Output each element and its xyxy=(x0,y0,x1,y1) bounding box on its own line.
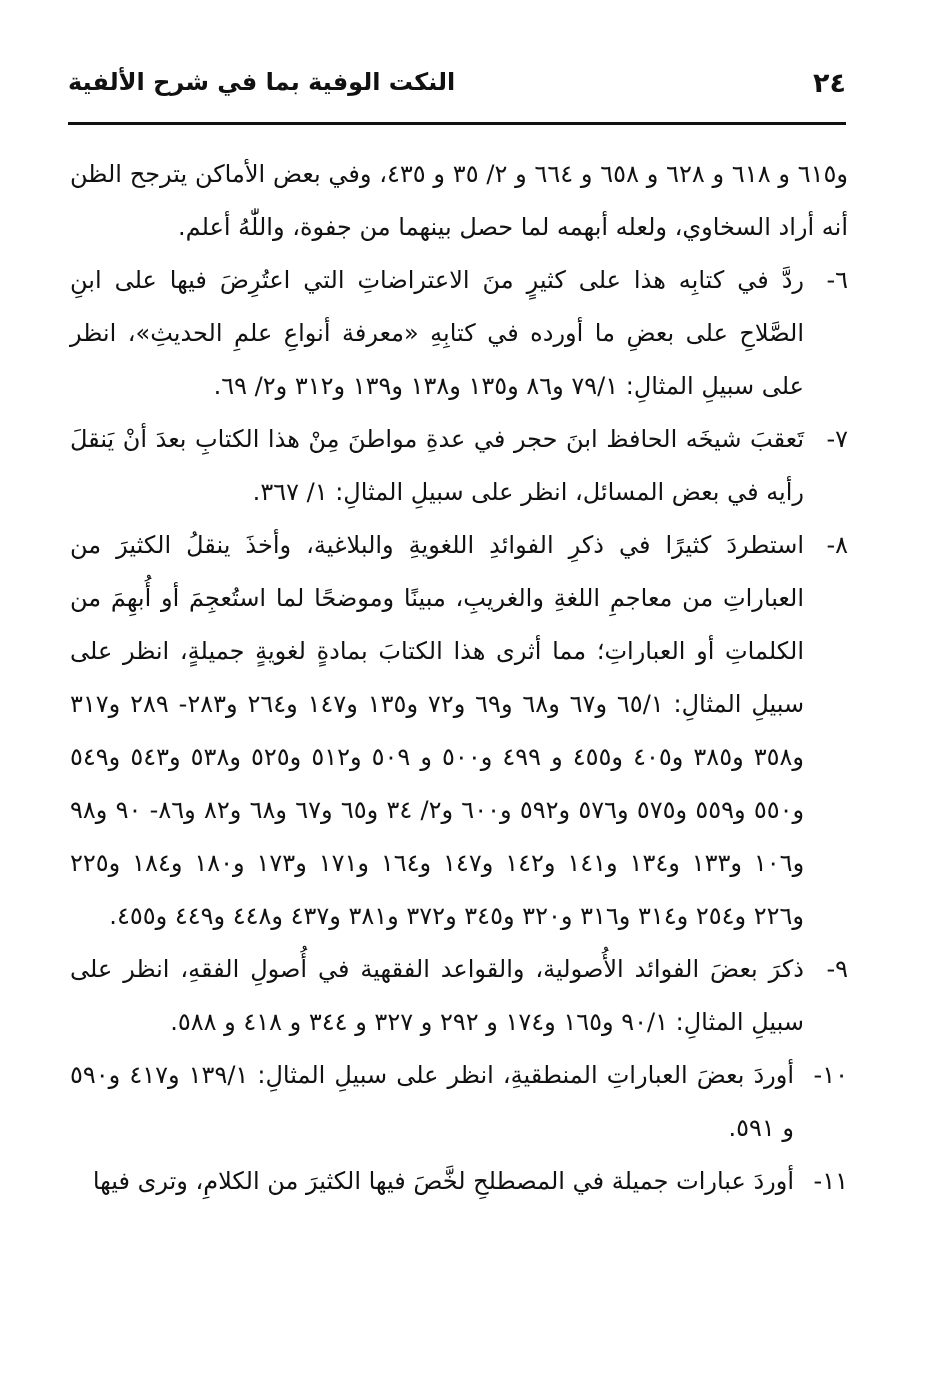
list-item-6 xyxy=(70,254,848,413)
list-item-10 xyxy=(70,1049,848,1155)
page-body xyxy=(70,148,848,1208)
list-item-number: ٨- xyxy=(826,531,848,559)
list-item-text: ذكرَ بعضَ الفوائد الأُصولية، والقواعد الفقهية في أُصولِ الفقهِ، انظر على سبيلِ المثالِ: ٩٠/١ و١٦٥ و١٧٤ و ٢٩٢ و ٣٢٧ و ٣٤٤ و ٤١٨ و ٥٨٨. xyxy=(70,955,804,1036)
list-item-number: ٦- xyxy=(826,266,848,294)
header-rule xyxy=(68,122,846,125)
list-item-text: تَعقبَ شيخَه الحافظ ابنَ حجر في عدةِ مواطنَ مِنْ هذا الكتابِ بعدَ أنْ يَنقلَ رأيه في بعض المسائل، انظر على سبيلِ المثالِ: ١/ ٣٦٧. xyxy=(70,425,804,506)
list-item-11 xyxy=(70,1155,848,1208)
list-item-number: ١١- xyxy=(813,1167,848,1195)
running-title: النكت الوفية بما في شرح الألفية xyxy=(68,68,456,96)
list-item-text: أوردَ بعضَ العباراتِ المنطقيةِ، انظر على سبيلِ المثالِ: ١٣٩/١ و٤١٧ و٥٩٠ و ٥٩١. xyxy=(70,1061,794,1142)
list-item-8 xyxy=(70,519,848,943)
page-number: ٢٤ xyxy=(813,68,846,99)
list-item-7 xyxy=(70,413,848,519)
list-item-9 xyxy=(70,943,848,1049)
list-item-number: ٧- xyxy=(826,425,848,453)
list-item-number: ١٠- xyxy=(813,1061,848,1089)
page-header xyxy=(68,60,846,118)
list-item-text: استطردَ كثيرًا في ذكرِ الفوائدِ اللغويةِ والبلاغية، وأخذَ ينقلُ الكثيرَ من العباراتِ من معاجمِ اللغةِ والغريبِ، مبينًا وموضحًا لما استُعجِمَ أو أُبهِمَ من الكلماتِ أو العباراتِ؛ مما أثرى هذا الكتابَ بمادةٍ لغويةٍ جميلةٍ، انظر على سبيلِ المثالِ: ٦٥/١ و٦٧ و٦٨ و٦٩ و٧٢ و١٣٥ و١٤٧ و٢٦٤ و٢٨٣- ٢٨٩ و٣١٧ و٣٥٨ و٣٨٥ و٤٠٥ و٤٥٥ و ٤٩٩ و٥٠٠ و ٥٠٩ و٥١٢ و٥٢٥ و٥٣٨ و٥٤٣ و٥٤٩ و٥٥٠ و٥٥٩ و٥٧٥ و٥٧٦ و٥٩٢ و٦٠٠ و٢/ ٣٤ و٦٥ و٦٧ و٦٨ و٨٢ و٨٦- ٩٠ و٩٨ و١٠٦ و١٣٣ و١٣٤ و١٤١ و١٤٢ و١٤٧ و١٦٤ و١٧١ و١٧٣ و١٨٠ و١٨٤ و٢٢٥ و٢٢٦ و٢٥٤ و٣١٤ و٣١٦ و٣٢٠ و٣٤٥ و٣٧٢ و٣٨١ و٤٣٧ و٤٤٨ و٤٤٩ و٤٥٥. xyxy=(70,531,805,930)
intro-paragraph: و٦١٥ و ٦١٨ و ٦٢٨ و ٦٥٨ و ٦٦٤ و ٢/ ٣٥ و ٤٣٥، وفي بعض الأماكن يترجح الظن أنه أراد السخاوي، ولعله أبهمه لما حصل بينهما من جفوة، واللّٰهُ أعلم. xyxy=(70,160,848,241)
list-item-text: أوردَ عبارات جميلة في المصطلحِ لخَّصَ فيها الكثيرَ من الكلامِ، وترى فيها xyxy=(92,1167,794,1195)
list-item-text: ردَّ في كتابِه هذا على كثيرٍ منَ الاعتراضاتِ التي اعتُرِضَ فيها على ابنِ الصَّلاحِ على بعضِ ما أورده في كتابِهِ «معرفة أنواعِ علمِ الحديثِ»، انظر على سبيلِ المثالِ: ٧٩/١ و٨٦ و١٣٥ و١٣٨ و١٣٩ و٣١٢ و٢/ ٦٩. xyxy=(70,266,804,400)
list-item-number: ٩- xyxy=(826,955,848,983)
